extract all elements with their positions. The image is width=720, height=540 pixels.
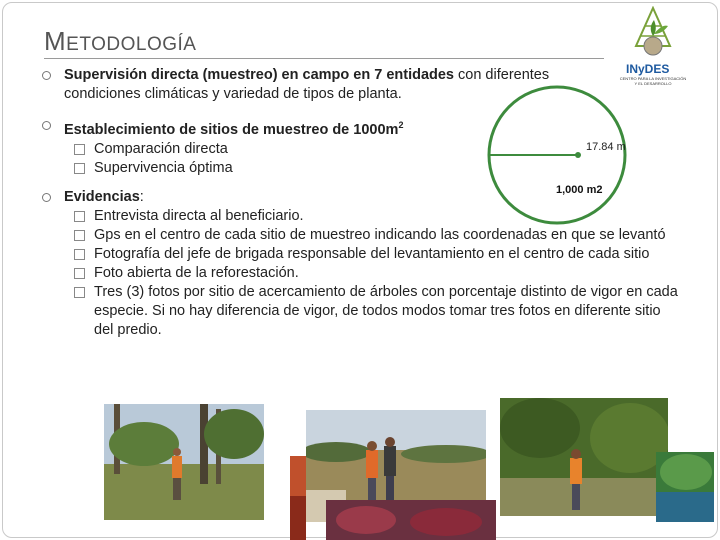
bullet-evidence: Evidencias: (40, 188, 680, 207)
checkbox-icon (74, 287, 85, 298)
sub-bullet-comparison: Comparación directa (40, 140, 680, 159)
sub-bullet-photo-chief: Fotografía del jefe de brigada responsable del levantamiento en el centro de cada sitio (40, 245, 680, 264)
title-divider (44, 58, 604, 59)
bullet-supervision: Supervisión directa (muestreo) en campo en 7 entidades con diferentes condiciones climáticas y variedad de tipos de planta. (40, 66, 604, 104)
checkbox-icon (74, 211, 85, 222)
sample-site-circle-diagram (482, 80, 632, 230)
checkbox-icon (74, 249, 85, 260)
field-photo-seedlings (326, 500, 496, 540)
checkbox-icon (74, 268, 85, 279)
bullet-sites: Establecimiento de sitios de muestreo de $1000m^2$ (40, 116, 680, 140)
slide-title: METODOLOGÍA (44, 26, 197, 56)
tree-logo-icon (618, 6, 688, 64)
field-photo-brigade-chief (104, 404, 264, 520)
sub-bullet-open-photo: Foto abierta de la reforestación. (40, 264, 680, 283)
checkbox-icon (74, 163, 85, 174)
field-photo-reforestation (500, 398, 668, 516)
sub-bullet-three-photos: Tres (3) fotos por sitio de acercamiento de árboles con porcentaje distinto de vigor en cada especie. Si no hay diferencia de vigor, de todos modos tomar tres fotos en diferente sitio del predio. (40, 283, 680, 340)
field-photo-strip (290, 456, 306, 540)
logo-name: INyDES (626, 62, 670, 76)
sub-bullet-survival: Supervivencia óptima (40, 159, 680, 178)
sub-bullet-gps: Gps en el centro de cada sitio de muestreo indicando las coordenadas en que se levantó (40, 226, 680, 245)
logo-subtitle: CENTRO PARA LA INVESTIGACIÓN Y EL DESARROLLO (619, 76, 687, 86)
sub-bullet-interview: Entrevista directa al beneficiario. (40, 207, 680, 226)
radius-label: 17.84 m (586, 141, 626, 153)
checkbox-icon (74, 230, 85, 241)
area-label: 1,000 m2 (556, 184, 603, 196)
field-photo-river (656, 452, 714, 522)
checkbox-icon (74, 144, 85, 155)
